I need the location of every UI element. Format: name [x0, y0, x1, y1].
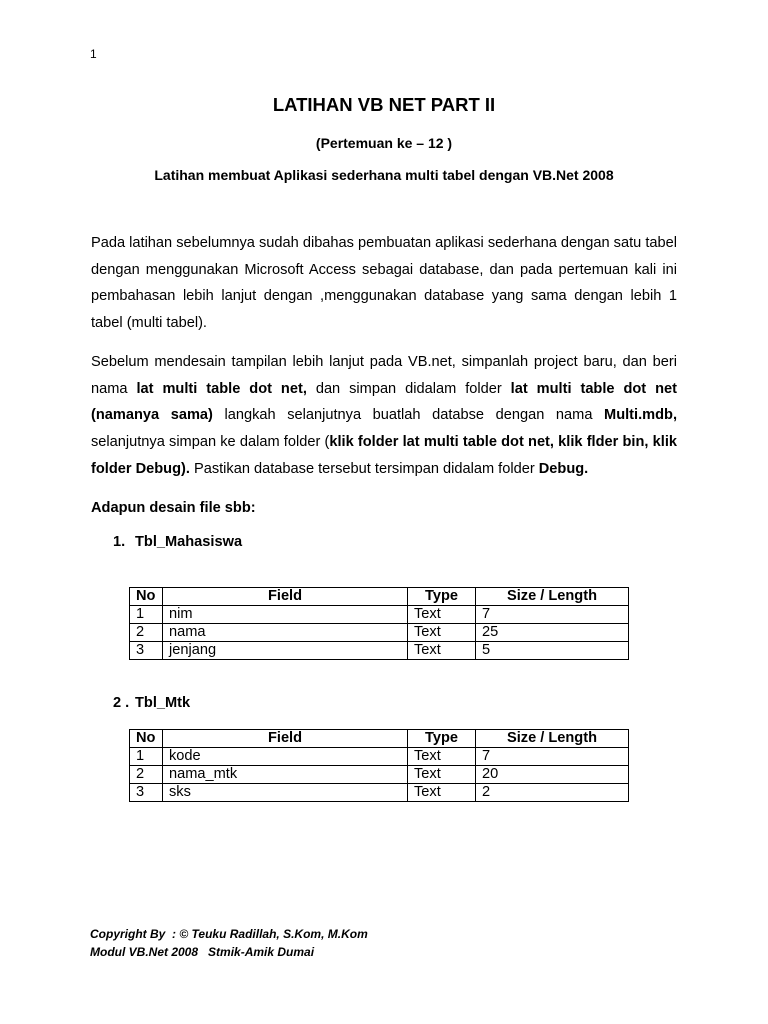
table1-heading	[113, 534, 242, 550]
cell-no: 3	[130, 784, 163, 802]
footer-copyright: Copyright By : © Teuku Radillah, S.Kom, M.Kom	[90, 927, 368, 941]
cell-size: 7	[476, 606, 629, 624]
cell-field: kode	[163, 748, 408, 766]
table-row	[130, 606, 629, 624]
table-header-row	[130, 588, 629, 606]
cell-type: Text	[408, 784, 476, 802]
table2-name: Tbl_Mtk	[135, 695, 191, 711]
table2-number: 2 .	[113, 695, 130, 711]
column-header-no: No	[130, 588, 163, 606]
paragraph-text: dan simpan didalam folder	[306, 380, 511, 397]
cell-type: Text	[408, 606, 476, 624]
paragraph-text: langkah selanjutnya buatlah databse dengan nama	[212, 407, 605, 424]
paragraph-text: selanjutnya simpan ke dalam folder (	[91, 434, 330, 451]
column-header-size: Size / Length	[476, 730, 629, 748]
debug-folder-bold: Debug.	[538, 460, 589, 477]
cell-type: Text	[408, 766, 476, 784]
paragraph-text: Pastikan database tersebut tersimpan didalam folder	[189, 460, 539, 477]
cell-size: 2	[476, 784, 629, 802]
design-heading: Adapun desain file sbb:	[91, 500, 256, 516]
cell-field: nama	[163, 624, 408, 642]
instructions-paragraph	[91, 349, 677, 483]
cell-size: 7	[476, 748, 629, 766]
folder-name-bold: lat multi table dot net (namanya sama)	[91, 380, 678, 424]
cell-no: 2	[130, 766, 163, 784]
cell-no: 1	[130, 606, 163, 624]
cell-field: nim	[163, 606, 408, 624]
page-footer	[90, 925, 368, 961]
column-header-type: Type	[408, 730, 476, 748]
document-title: LATIHAN VB NET PART II	[272, 94, 496, 115]
column-header-field: Field	[163, 730, 408, 748]
column-header-field: Field	[163, 588, 408, 606]
paragraph-text: Sebelum mendesain tampilan lebih lanjut pada VB.net, simpanlah project baru, dan beri nama	[91, 354, 677, 397]
table1-number: 1.	[113, 534, 126, 550]
column-header-size: Size / Length	[476, 588, 629, 606]
document-subtitle: (Pertemuan ke – 12 )	[315, 135, 453, 151]
table-header-row	[130, 730, 629, 748]
table-row	[130, 624, 629, 642]
table-row	[130, 748, 629, 766]
table-row	[130, 766, 629, 784]
intro-paragraph: Pada latihan sebelumnya sudah dibahas pembuatan aplikasi sederhana dengan satu tabel dengan menggunakan Microsoft Access sebagai database, dan pada pertemuan kali ini pembahasan lebih lanjut dengan ,menggunakan database yang sama dengan lebih 1 tabel (multi tabel).	[91, 235, 677, 332]
cell-size: 20	[476, 766, 629, 784]
cell-no: 2	[130, 624, 163, 642]
cell-size: 25	[476, 624, 629, 642]
cell-type: Text	[408, 642, 476, 660]
table1-name: Tbl_Mahasiswa	[135, 534, 243, 550]
table2-spec	[129, 729, 629, 802]
cell-field: jenjang	[163, 642, 408, 660]
document-sub-heading: Latihan membuat Aplikasi sederhana multi tabel dengan VB.Net 2008	[154, 167, 614, 183]
cell-type: Text	[408, 748, 476, 766]
cell-type: Text	[408, 624, 476, 642]
cell-field: nama_mtk	[163, 766, 408, 784]
table-row	[130, 784, 629, 802]
page-number: 1	[90, 47, 97, 61]
table2-heading	[113, 695, 190, 711]
table-row	[130, 642, 629, 660]
table1-spec	[129, 587, 629, 660]
cell-no: 3	[130, 642, 163, 660]
column-header-type: Type	[408, 588, 476, 606]
database-name-bold: Multi.mdb,	[604, 407, 678, 424]
footer-module: Modul VB.Net 2008 Stmik-Amik Dumai	[90, 945, 315, 959]
cell-no: 1	[130, 748, 163, 766]
folder-steps-bold: klik folder lat multi table dot net, klik flder bin, klik folder Debug).	[91, 434, 677, 477]
column-header-no: No	[130, 730, 163, 748]
cell-field: sks	[163, 784, 408, 802]
project-name-bold: lat multi table dot net,	[136, 380, 307, 397]
cell-size: 5	[476, 642, 629, 660]
